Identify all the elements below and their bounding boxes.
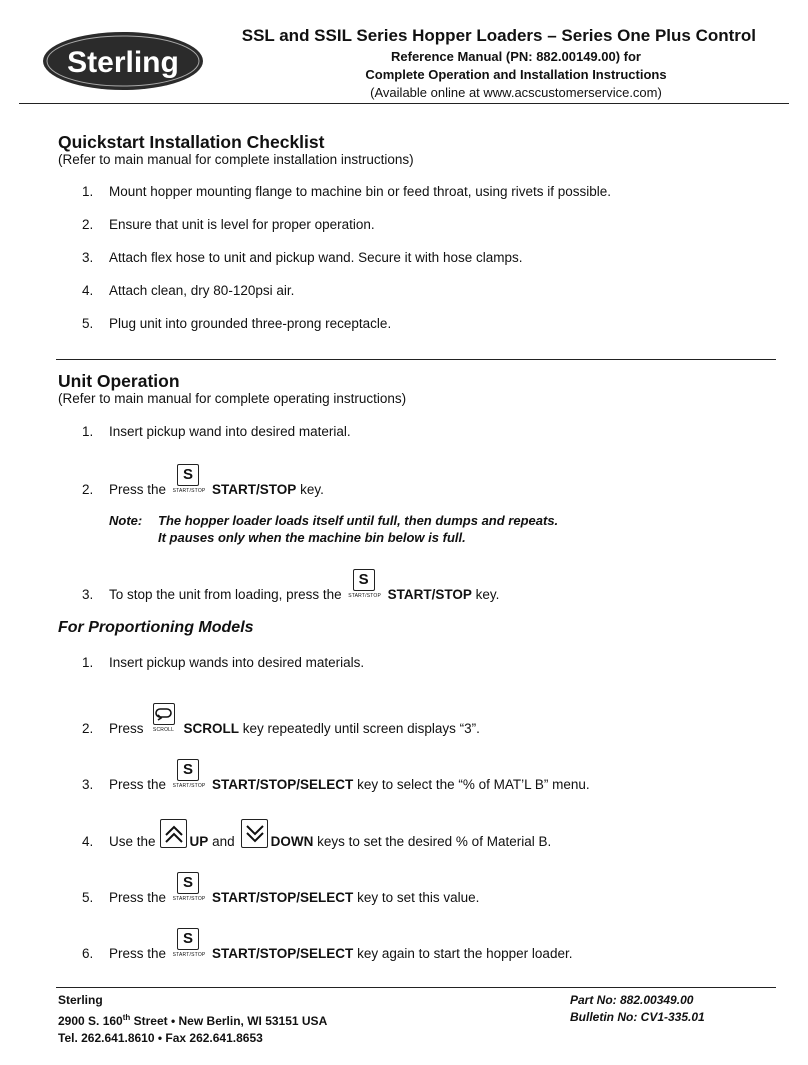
operation-note-box: Note: The hopper loader loads itself until full, then dumps and repeats. It pauses only when the machine bin below is full. — [109, 513, 559, 545]
quickstart-item: 4. Attach clean, dry 80-120psi air. — [82, 283, 295, 298]
footer-bulletin: Bulletin No: CV1-335.01 — [570, 1010, 705, 1024]
sterling-logo — [40, 28, 210, 94]
section-rule — [56, 359, 776, 360]
quickstart-note: (Refer to main manual for complete installation instructions) — [58, 152, 414, 167]
start-stop-key-icon: S START/STOP — [172, 761, 206, 789]
footer-street: 2900 S. 160th Street • New Berlin, WI 53151 USA — [58, 1013, 328, 1028]
start-stop-key-icon: S START/STOP — [348, 571, 382, 599]
quickstart-heading: Quickstart Installation Checklist — [58, 132, 325, 152]
proportioning-heading: For Proportioning Models — [58, 619, 254, 636]
operation-heading: Unit Operation — [58, 371, 180, 391]
logo-text: Sterling — [67, 46, 179, 79]
proportioning-item: 6. Press the S START/STOP START/STOP/SELECT key again to start the hopper loader. — [82, 930, 573, 961]
start-stop-key-icon: S START/STOP — [172, 466, 206, 494]
operation-item: 3. To stop the unit from loading, press the S START/STOP START/STOP key. — [82, 571, 500, 602]
proportioning-item: 4. Use the UP and DOWN keys to set the desired % of Material B. — [82, 832, 551, 849]
footer-address — [58, 992, 327, 1047]
footer-rule — [56, 987, 776, 988]
header-rule — [19, 103, 789, 104]
operation-note: (Refer to main manual for complete operating instructions) — [58, 391, 407, 406]
document-subtitle: Complete Operation and Installation Instructions — [365, 67, 667, 82]
footer-phone: Tel. 262.641.8610 • Fax 262.641.8653 — [58, 1031, 263, 1045]
manual-reference: Reference Manual (PN: 882.00149.00) for — [391, 49, 641, 64]
start-stop-key-icon: S START/STOP — [172, 930, 206, 958]
proportioning-item: 1. Insert pickup wands into desired materials. — [82, 655, 365, 670]
document-header — [216, 24, 756, 101]
footer-company: Sterling — [58, 993, 103, 1007]
down-key-icon — [241, 832, 269, 846]
start-stop-key-icon: S START/STOP — [172, 874, 206, 902]
up-key-icon — [160, 832, 188, 846]
footer-part-no: Part No: 882.00349.00 — [570, 993, 694, 1007]
quickstart-item: 2. Ensure that unit is level for proper operation. — [82, 217, 375, 232]
online-availability: (Available online at www.acscustomerservice.com) — [370, 85, 662, 100]
proportioning-item: 5. Press the S START/STOP START/STOP/SELECT key to set this value. — [82, 874, 480, 905]
proportioning-item: 3. Press the S START/STOP START/STOP/SELECT key to select the “% of MAT’L B” menu. — [82, 761, 590, 792]
operation-item: 2. Press the S START/STOP START/STOP key. — [82, 466, 324, 497]
quickstart-item: 1. Mount hopper mounting flange to machine bin or feed throat, using rivets if possible. — [82, 184, 612, 199]
quickstart-item: 3. Attach flex hose to unit and pickup wand. Secure it with hose clamps. — [82, 250, 523, 265]
proportioning-item: 2. Press SCROLL SCROLL key repeatedly until screen displays “3”. — [82, 719, 480, 736]
document-title: SSL and SSIL Series Hopper Loaders – Series One Plus Control — [241, 26, 756, 45]
footer-part-info — [570, 992, 705, 1026]
quickstart-item: 5. Plug unit into grounded three-prong receptacle. — [82, 316, 392, 331]
scroll-key-icon: SCROLL — [148, 719, 180, 733]
operation-item: 1. Insert pickup wand into desired material. — [82, 424, 351, 439]
